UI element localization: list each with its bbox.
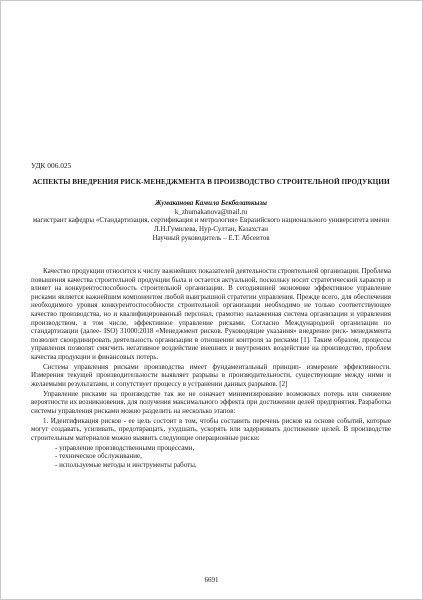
udk-code: УДК 006.025 [31,161,72,170]
paragraph: Система управления рисками производства имеет фундаментальный принцип- измерение эффективности. Измерения текущей производительности выявляет разрывы в производительности, существующие между ними и желаемыми результатами, и сопутствует процессу в устранении данных разрывов. [2] [31,362,391,388]
paragraph: 1. Идентификация рисков - ее цель состоит в том, чтобы составить перечень рисков на основе событий, которые могут создавать, усиливать, предотвращать, ухудшать, ускорять или задерживать достижение целей. В производстве строительным материалов можно выявить следующие операционные риски: [31,416,391,442]
page-number: 6691 [204,576,219,584]
list-item: - техническое обслуживание, [55,452,142,461]
author-email: k_zhumakanova@mail.ru [174,207,248,216]
paper-body [31,267,391,469]
risk-list [31,444,391,470]
author-name: Жумаканова Камила Бекболаткызы [155,199,267,207]
paragraph: Качество продукции относится к числу важнейших показателей деятельности строительной организации. Проблема повышения качества строительной продукции была и остается актуальной, поскольку носит стратегический характер и влияет на конкурентоспособность строительной организации. В сегодняшней экономике эффективное управление рисками является важнейшим компонентом любой выигрышной стратегии управления. Прежде всего, для обеспечения необходимого уровня конкурентоспособности строительной организации необходимо не только соответствующее качество производства, но и квалифицированный персонал, грамотно налаженная система организации и управления производством, в том числе, эффективное управление рисками. Согласно Международной организации по стандартизации (далее- ISO) 31000:2018 «Менеджмент рисков. Руководящие указания» внедрение риск- менеджмента позволит скоординировать деятельность организации в отношении контроля за рисками [1]. Таким образом, процессы управления позволят смягчить негативное воздействие внешних и внутренних воздействие на производство, проблем качества продукции и финансовых потерь. [31,267,391,361]
list-item: - управление производственными процессами, [55,443,195,452]
supervisor: Научный руководитель – Е.Т. Абсеитов [152,233,270,242]
paragraph: Управление рисками на производстве так же не означает минимизирование возможных потерь или снижение вероятности их возникновения, для получения максимального эффекта при достижении целей предприятия. Разработка системы управления рисками можно разделить на несколько этапов: [31,389,391,415]
document-page [1,1,422,599]
paper-title: АСПЕКТЫ ВНЕДРЕНИЯ РИСК-МЕНЕДЖМЕНТА В ПРОИЗВОДСТВО СТРОИТЕЛЬНОЙ ПРОДУКЦИИ [32,177,390,186]
author-block [31,199,391,243]
author-affiliation: магистрант кафедры «Стандартизация, сертификация и метрология» Евразийского национального университета имени Л.Н.Гумилева, Нур-Султан, Казахстан [32,216,390,234]
list-item: - используемые методы и инструменты работы, [55,460,197,469]
